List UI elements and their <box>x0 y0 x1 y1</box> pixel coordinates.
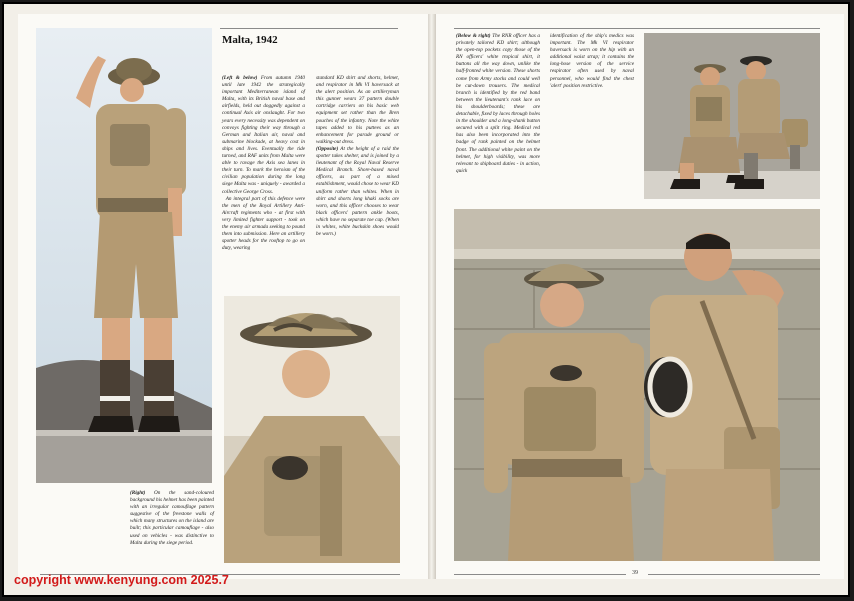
caption-body-2: At the height of a raid the spotter takes shelter, and is joined by a lieutenant of the Royal Naval Reserve Medical Branch. Shore-based naval officers, as part of a mixed establishment, would chose to wear KD uniform rather than whites. When in shirt and shorts long khaki socks are worn, and this officer chooses to wear black officers' pattern ankle boots, which have no separate toe cap. (When in whites, white buckskin shoes would be worn.) <box>316 145 400 238</box>
photo-camouflage-helmet <box>224 296 400 563</box>
book-spine <box>428 14 436 579</box>
caption-body-2: An integral part of this defence were the men of the Royal Artillery Anti-Aircraft regiments who - at first with very limited fighter support - took on the enemy air armada seeking to pound them into submission. Here an artillery spotter heads for the rooftop to go on duty, wearing <box>222 195 305 252</box>
caption-lead: (Below & right) <box>456 33 491 39</box>
caption-lead: (Opposite) <box>316 145 339 152</box>
copyright-watermark: copyright www.kenyung.com 2025.7 <box>14 573 229 587</box>
text-column-2 <box>316 75 399 238</box>
photo-gunner-and-naval-officer <box>454 209 820 561</box>
text-column-5 <box>550 33 634 90</box>
top-rule-right <box>454 28 820 29</box>
text-column-3 <box>130 490 214 547</box>
page-number: 39 <box>632 570 638 576</box>
caption-body: identification of the ship's medics was important. The Mk VI respirator haversack is worn on the hip with an additional waist strap; it contains the long-hose version of the service respirator often used by naval personnel, who would find the chest 'alert' position restrictive. <box>550 33 634 89</box>
photo-two-men-sheltering <box>644 33 820 199</box>
caption-lead: (Left & below) <box>222 75 258 81</box>
text-column-1 <box>222 75 305 252</box>
top-rule-left <box>220 28 398 29</box>
page-title: Malta, 1942 <box>222 34 278 46</box>
caption-lead: (Right) <box>130 490 146 496</box>
caption-body: standard KD shirt and shorts, helmet, and respirator in Mk VI haversack at the alert position. As an artilleryman this gunner wears 37 pattern double cartridge carriers on his basic web equipment set rather than the Bren pouches of the infantry. Note the white tapes added to his puttees as an enhancement for parade ground or walking-out dress. <box>316 75 399 145</box>
caption-body: From autumn 1940 until late 1942 the strategically important Mediterranean island of Malta, with its British naval base and airfields, held out doggedly against a continual Axis air onslaught. For two years every necessity was dependent on convoys fighting their way through a German and Italian air, naval and submarine blockade, at heavy cost in ships and lives. Eventually the tide turned, and RAF units from Malta were able to ravage the Axis sea lanes in their turn. To mark the heroism of the civilian population during the long siege Malta was - uniquely - awarded a collective George Cross. <box>222 75 305 195</box>
text-column-4 <box>456 33 540 175</box>
bottom-rule-right-b <box>648 574 820 575</box>
bottom-rule-right-a <box>454 574 626 575</box>
caption-body: The RNR officer has a privately tailored KD shirt; although the open-top pockets copy those of the RN officers' white tropical shirt, it buttons all the way down, unlike the half-fronted white version. These shorts come from Army stocks and could well be cut-down trousers. The medical branch is identified by the red band between the lieutenant's rank lace on his shoulderboards; these are detachable, fixed by laces through holes in the shoulder and a long-shank button secured with a split ring. Medical red has also been incorporated into the badge of rank painted on the helmet front. The additional white paint on the helmet, for high visibility, was more relevant to shipboard duties - in action, quick <box>456 33 541 174</box>
photo-standing-gunner <box>36 28 212 483</box>
caption-body: On the sand-coloured background his helmet has been painted with an irregular camouflage pattern suggestive of the freestone walls of which many structures on the island are built; this particular camouflage - also used on vehicles - was distinctive to Malta during the siege period. <box>130 490 215 546</box>
